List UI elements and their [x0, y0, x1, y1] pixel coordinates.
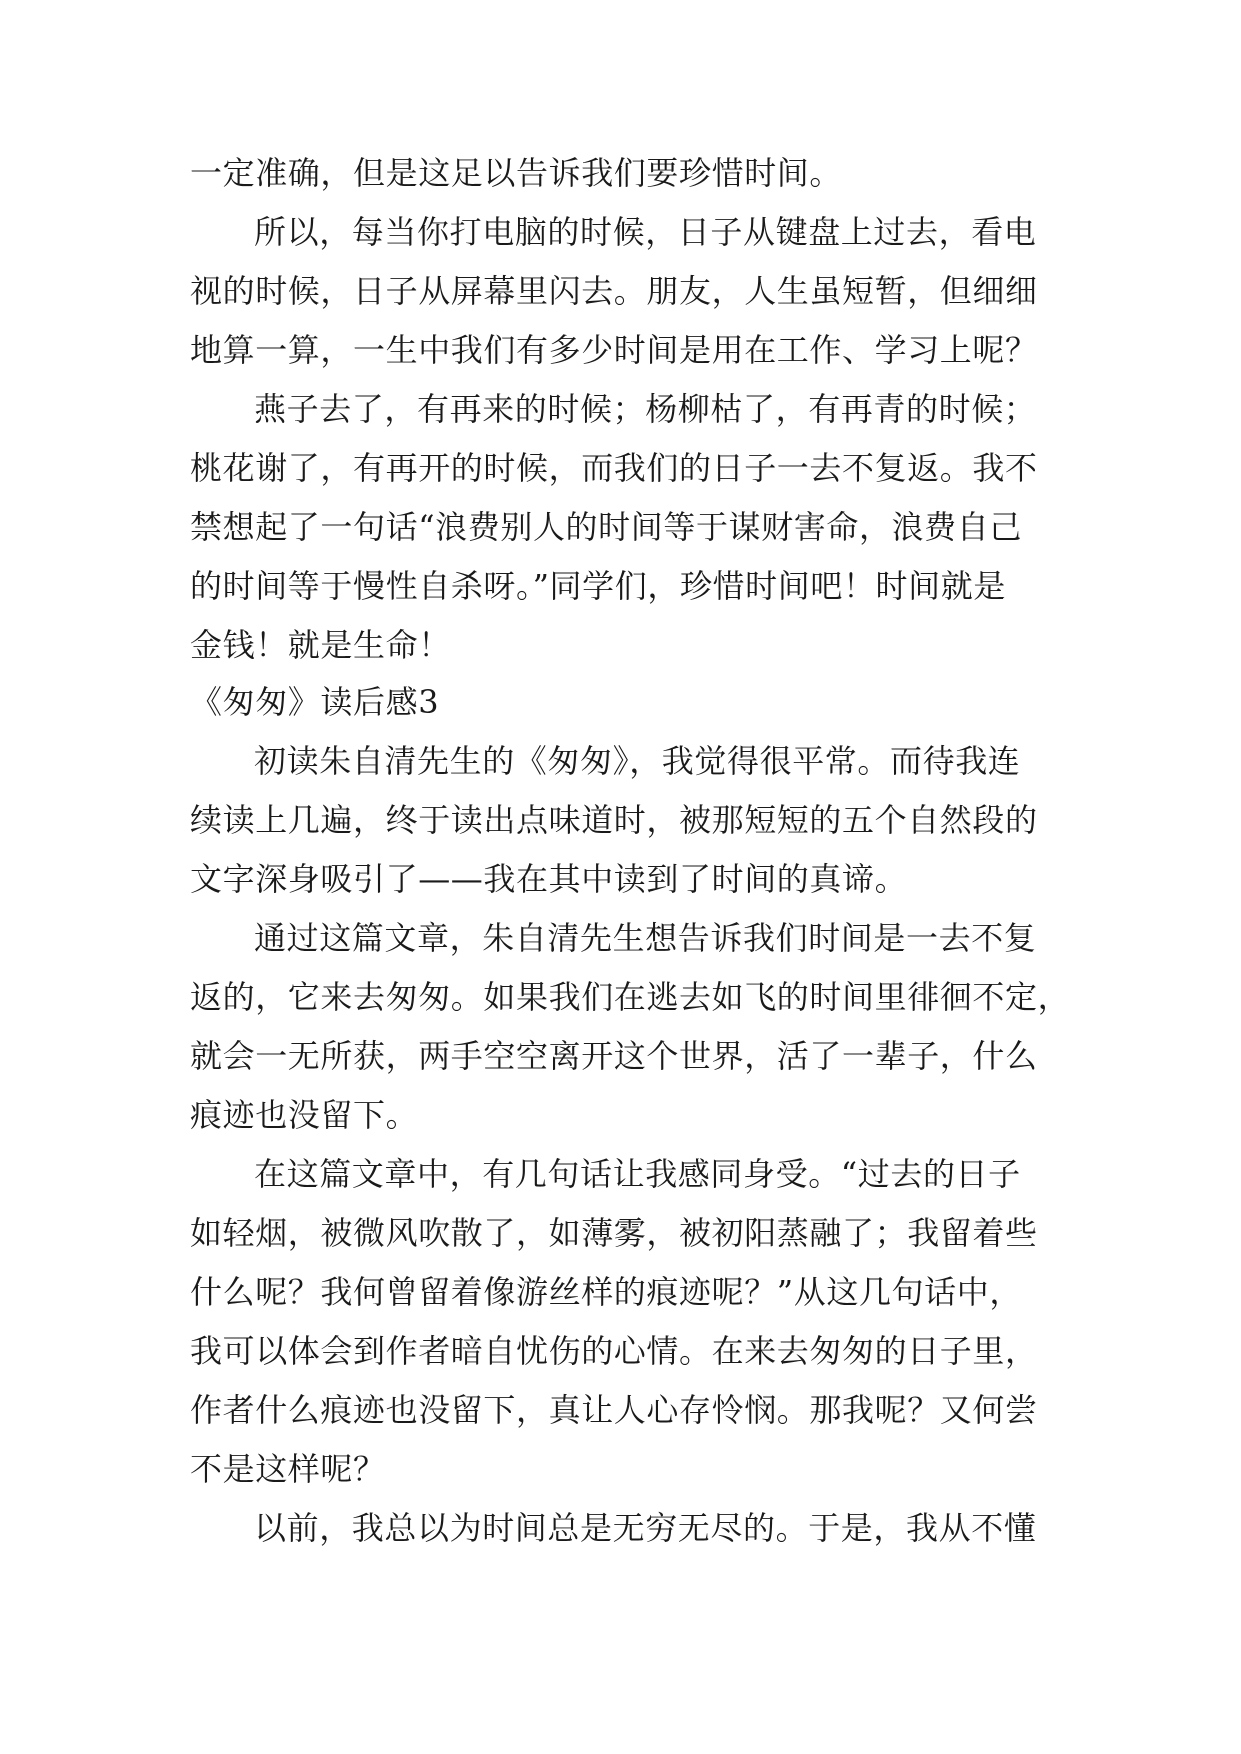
paragraph-start-line: 初读朱自清先生的《匆匆》，我觉得很平常。而待我连 [254, 742, 1021, 780]
text-line: 桃花谢了，有再开的时候，而我们的日子一去不复返。我不 [190, 449, 1038, 487]
text-line: 作者什么痕迹也没留下，真让人心存怜悯。那我呢？又何尝 [190, 1391, 1038, 1429]
text-line: 如轻烟，被微风吹散了，如薄雾，被初阳蒸融了；我留着些 [190, 1214, 1038, 1252]
text-line: 不是这样呢？ [190, 1450, 386, 1488]
text-line: 返的，它来去匆匆。如果我们在逃去如飞的时间里徘徊不定， [190, 978, 1071, 1016]
text-line: 痕迹也没留下。 [190, 1096, 419, 1134]
text-line: 文字深身吸引了——我在其中读到了时间的真谛。 [190, 860, 908, 898]
text-line: 金钱！就是生命！ [190, 626, 451, 664]
text-line: 什么呢？我何曾留着像游丝样的痕迹呢？”从这几句话中， [190, 1273, 1022, 1311]
text-line: 禁想起了一句话“浪费别人的时间等于谋财害命，浪费自己 [190, 508, 1022, 546]
document-page [190, 0, 1071, 1754]
text-line: 就会一无所获，两手空空离开这个世界，活了一辈子，什么 [190, 1037, 1038, 1075]
paragraph-start-line: 以前，我总以为时间总是无穷无尽的。于是，我从不懂 [254, 1509, 1037, 1547]
text-line: 视的时候，日子从屏幕里闪去。朋友，人生虽短暂，但细细 [190, 272, 1038, 310]
section-heading: 《匆匆》读后感3 [190, 683, 440, 721]
paragraph-start-line: 通过这篇文章，朱自清先生想告诉我们时间是一去不复 [254, 919, 1037, 957]
paragraph-start-line: 燕子去了，有再来的时候；杨柳枯了，有再青的时候； [254, 390, 1037, 428]
text-line: 续读上几遍，终于读出点味道时，被那短短的五个自然段的 [190, 801, 1038, 839]
text-line: 地算一算，一生中我们有多少时间是用在工作、学习上呢？ [190, 331, 1038, 369]
paragraph-start-line: 所以，每当你打电脑的时候，日子从键盘上过去，看电 [254, 213, 1037, 251]
text-line: 一定准确，但是这足以告诉我们要珍惜时间。 [190, 154, 843, 192]
text-line: 的时间等于慢性自杀呀。”同学们，珍惜时间吧！时间就是 [190, 567, 1006, 605]
paragraph-start-line: 在这篇文章中，有几句话让我感同身受。“过去的日子 [254, 1155, 1021, 1193]
text-line: 我可以体会到作者暗自忧伤的心情。在来去匆匆的日子里， [190, 1332, 1038, 1370]
